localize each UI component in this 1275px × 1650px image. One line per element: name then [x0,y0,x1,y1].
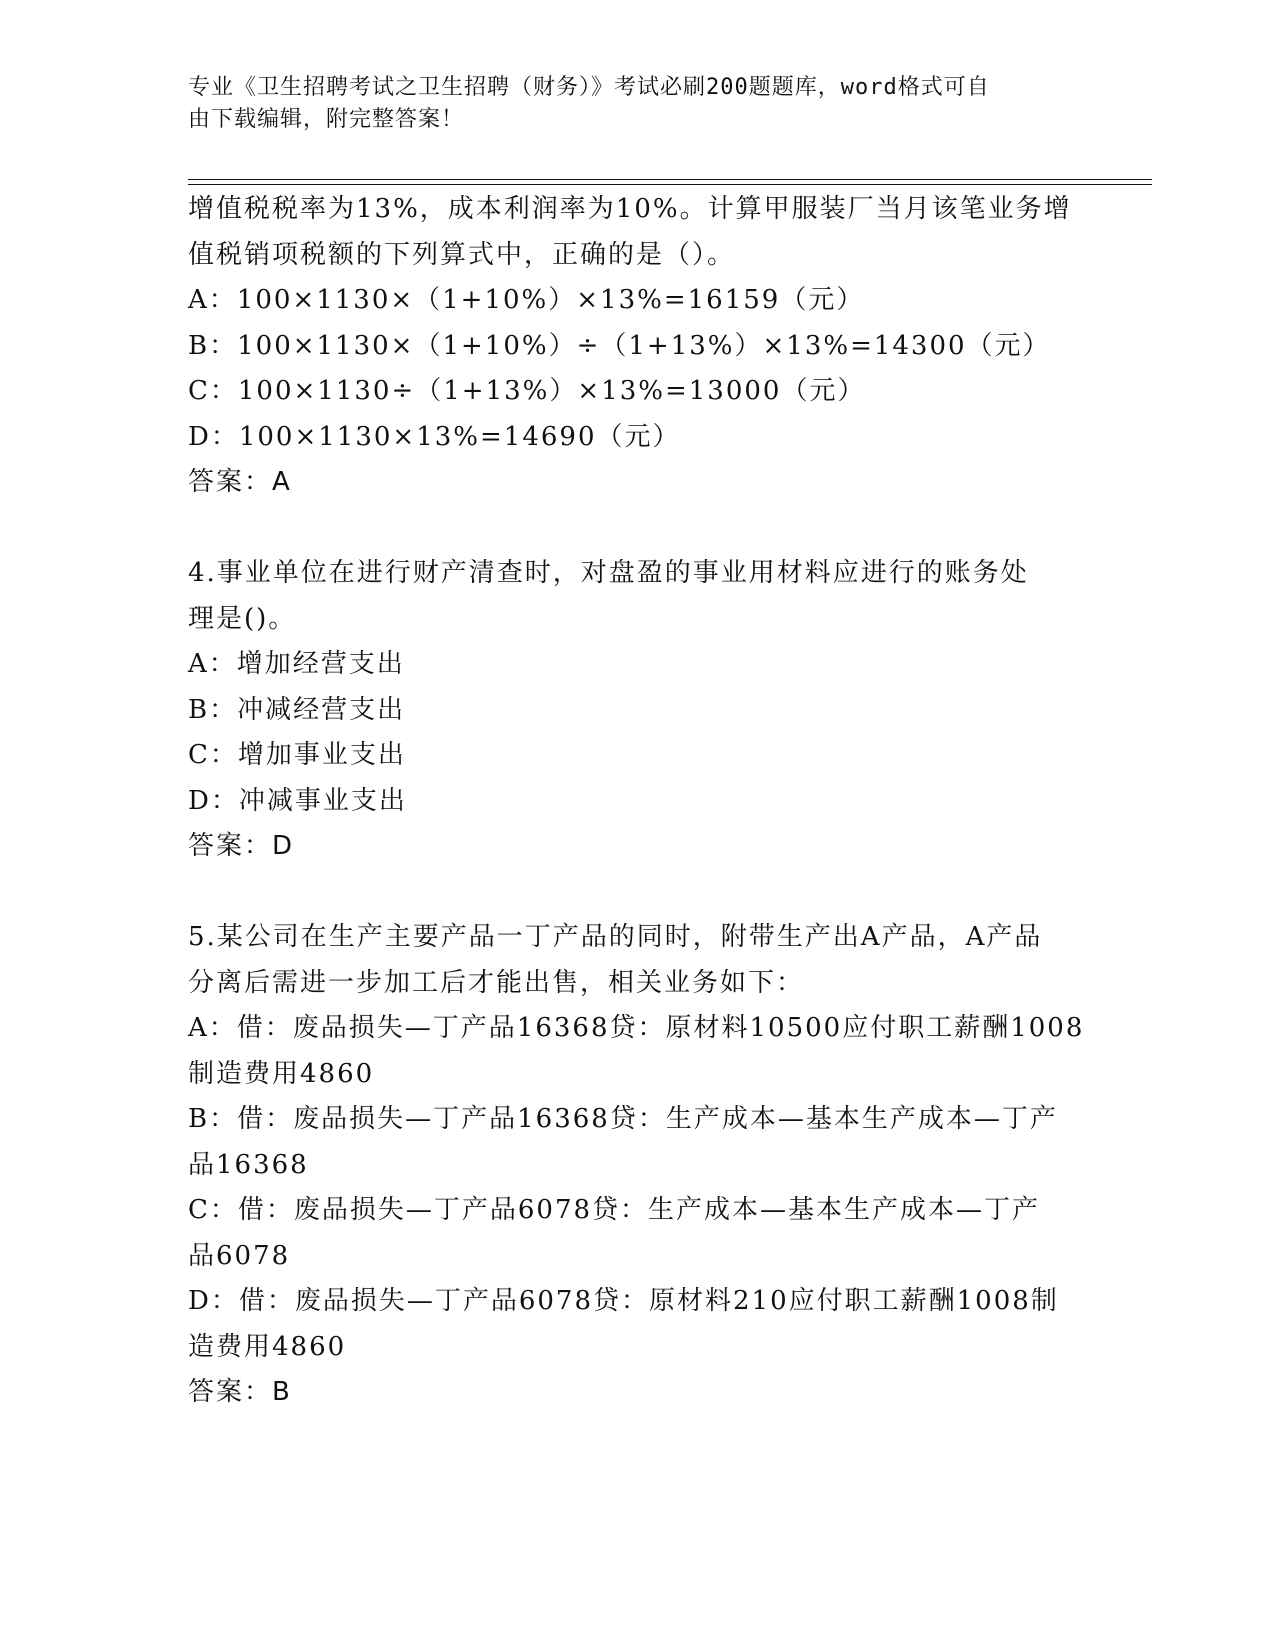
question-5-answer: 答案：B [188,1377,292,1407]
question-3 [188,187,1088,506]
question-4-stem-line-1: 4.事业单位在进行财产清查时，对盘盈的事业用材料应进行的账务处 [188,558,1029,588]
question-5-option-b-line-2: 品16368 [188,1149,309,1180]
document-body [188,187,1088,1416]
question-spacer [188,506,1088,552]
header-rule-top [188,179,1152,180]
question-5-option-a-line-2: 制造费用4860 [188,1058,375,1089]
header-rule-bottom [188,184,1152,185]
question-5-option-d-line-2: 造费用4860 [188,1331,347,1362]
question-5 [188,915,1088,1416]
question-5-option-c-line-2: 品6078 [188,1240,291,1271]
header-line-2: 由下载编辑，附完整答案！ [188,107,465,132]
question-3-answer: 答案：A [188,467,292,497]
question-5-option-a-line-1: A：借：废品损失—丁产品16368贷：原材料10500应付职工薪酬1008 [188,1013,1085,1043]
document-header [188,72,1068,136]
question-4-answer: 答案：D [188,831,295,861]
question-5-option-b-line-1: B：借：废品损失—丁产品16368贷：生产成本—基本生产成本—丁产 [188,1104,1058,1134]
question-5-option-c-line-1: C：借：废品损失—丁产品6078贷：生产成本—基本生产成本—丁产 [188,1195,1041,1225]
question-5-stem-line-1: 5.某公司在生产主要产品一丁产品的同时，附带生产出A产品，A产品 [188,922,1043,952]
question-3-option-a: A：100×1130×（1+10%）×13%=16159（元） [188,285,865,315]
question-4-option-c: C：增加事业支出 [188,740,406,770]
question-3-option-d: D：100×1130×13%=14690（元） [188,421,681,452]
question-4-option-a: A：增加经营支出 [188,649,405,679]
question-3-stem-line-1: 增值税税率为13%，成本利润率为10%。计算甲服装厂当月该笔业务增 [188,194,1072,224]
question-3-option-b: B：100×1130×（1+10%）÷（1+13%）×13%=14300（元） [188,330,1051,361]
header-line-1: 专业《卫生招聘考试之卫生招聘（财务）》考试必刷200题题库，word格式可自 [188,75,990,100]
question-3-stem-line-2: 值税销项税额的下列算式中，正确的是（）。 [188,239,736,270]
question-5-stem-line-2: 分离后需进一步加工后才能出售，相关业务如下： [188,967,805,998]
question-4-option-d: D：冲减事业支出 [188,785,407,816]
question-3-option-c: C：100×1130÷（1+13%）×13%=13000（元） [188,376,866,406]
question-spacer [188,870,1088,916]
question-5-option-d-line-1: D：借：废品损失—丁产品6078贷：原材料210应付职工薪酬1008制 [188,1286,1059,1316]
question-4-stem-line-2: 理是()。 [188,603,297,634]
question-4-option-b: B：冲减经营支出 [188,694,406,725]
question-4 [188,551,1088,870]
